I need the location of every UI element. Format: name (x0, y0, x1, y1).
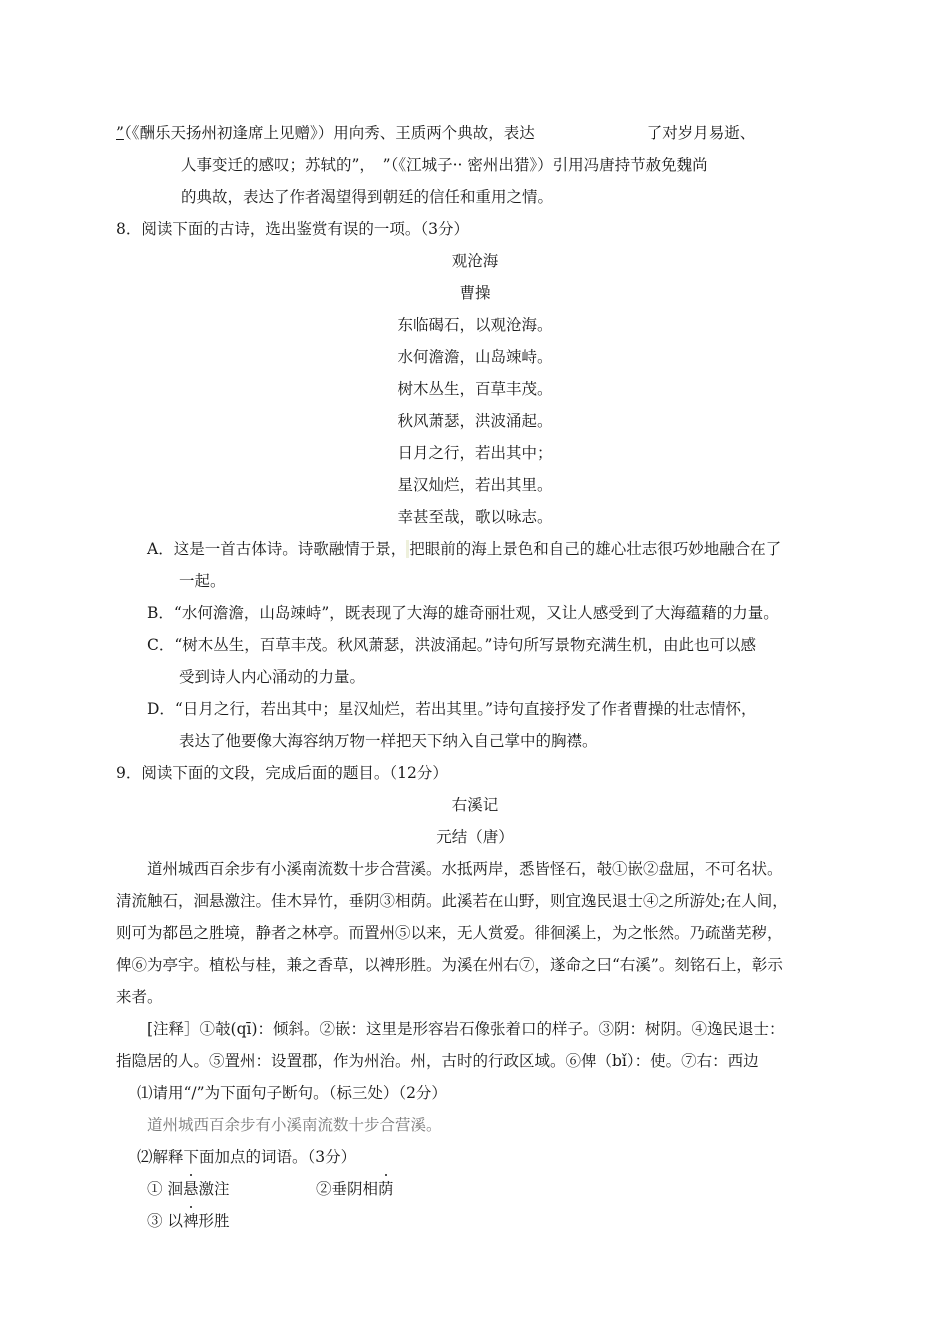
option-a-text-1: A．这是一首古体诗。诗歌融情于景， (147, 540, 407, 558)
sub-question-1-sentence[interactable]: 道州城西百余步有小溪南流数十步合营溪。 (147, 1116, 442, 1134)
vocab-item-3 (147, 1211, 229, 1231)
dotted-char: 荫 (378, 1180, 394, 1198)
vocab-item-2-pre: ②垂阴相 (316, 1180, 379, 1198)
vocab-item-3-post: 形胜 (198, 1212, 230, 1230)
poem-line: 树木丛生，百草丰茂。 (397, 380, 553, 398)
poem-line: 秋风萧瑟，洪波涌起。 (397, 412, 553, 430)
option-a-line2: 一起。 (179, 572, 226, 590)
poem-line: 水何澹澹，山岛竦峙。 (397, 348, 553, 366)
q7-line3: 的典故，表达了作者渴望得到朝廷的信任和重用之情。 (181, 188, 554, 206)
q7-line2: 人事变迁的感叹；苏轼的”， ”（《江城子·· 密州出猎》）引用冯唐持节赦免魏尚 (181, 156, 708, 174)
essay-para-line: 清流触石，洄悬激注。佳木异竹，垂阴③相荫。此溪若在山野，则宜逸民退士④之所游处;在人间， (116, 892, 788, 910)
q7-quote-mark: ” (116, 124, 124, 142)
poem-title: 观沧海 (451, 252, 499, 270)
poem-line: 日月之行，若出其中； (397, 444, 553, 462)
essay-para-line: 道州城西百余步有小溪南流数十步合营溪。水抵两岸，悉皆怪石，攲①嵌②盘屈，不可名状。 (147, 860, 783, 878)
essay-para-line: 来者。 (116, 988, 163, 1006)
vocab-item-1 (147, 1179, 230, 1199)
poem-author: 曹操 (459, 284, 491, 302)
q7-line1-a: （《酬乐天扬州初逢席上见赠》）用向秀、王质两个典故，表达 (123, 124, 535, 142)
vocab-item-1-pre: 洄 (167, 1180, 183, 1198)
q8-stem: 8．阅读下面的古诗，选出鉴赏有误的一项。（3分） (116, 220, 469, 238)
vocab-item-1-post: 激注 (198, 1180, 230, 1198)
dotted-char: 裨 (182, 1212, 199, 1230)
essay-para-line: 则可为都邑之胜境，静者之林亭。而置州⑤以来，无人赏爱。徘徊溪上，为之怅然。乃疏凿芜秽， (116, 924, 783, 942)
essay-para-line: 俾⑥为亭宇。植松与桂，兼之香草，以裨形胜。为溪在州右⑦，遂命之曰“右溪”。刻铭石上，彰示 (116, 956, 783, 974)
option-a-text-2: 把眼前的海上景色和自己的雄心壮志很巧妙地融合在了 (409, 540, 782, 558)
option-b: B．“水何澹澹，山岛竦峙”，既表现了大海的雄奇丽壮观，又让人感受到了大海蕴藉的力量。 (147, 604, 779, 622)
q7-line1 (116, 123, 755, 143)
poem-line: 星汉灿烂，若出其里。 (397, 476, 553, 494)
essay-title: 右溪记 (451, 796, 499, 814)
option-c-line2: 受到诗人内心涌动的力量。 (179, 668, 366, 686)
note-line2: 指隐居的人。⑤置州：设置郡，作为州治。州，古时的行政区域。⑥俾（bǐ）：使。⑦右：西边 (116, 1052, 759, 1070)
poem-line: 幸甚至哉，歌以咏志。 (397, 508, 553, 526)
option-d-line1: D．“日月之行，若出其中；星汉灿烂，若出其里。”诗句直接抒发了作者曹操的壮志情怀， (147, 700, 757, 718)
option-d-line2: 表达了他要像大海容纳万物一样把天下纳入自己掌中的胸襟。 (179, 732, 598, 750)
q9-stem: 9．阅读下面的文段，完成后面的题目。（12分） (116, 764, 448, 782)
note-line1: [注释］①攲(qī)：倾斜。②嵌：这里是形容岩石像张着口的样子。③阴：树阴。④逸民退士： (147, 1020, 785, 1038)
sub-question-2: ⑵解释下面加点的词语。（3分） (137, 1148, 357, 1166)
vocab-item-1-num: ① (147, 1180, 163, 1198)
dotted-char: 悬 (182, 1180, 199, 1198)
option-a-line1 (147, 539, 781, 559)
vocab-item-3-pre: ③ 以 (147, 1212, 183, 1230)
vocab-item-2 (316, 1179, 394, 1199)
sub-question-1: ⑴请用“/”为下面句子断句。（标三处）（2分） (137, 1084, 447, 1102)
option-c-line1: C．“树木丛生，百草丰茂。秋风萧瑟，洪波涌起。”诗句所写景物充满生机，由此也可以感 (147, 636, 756, 654)
poem-line: 东临碣石，以观沧海。 (397, 316, 553, 334)
essay-author: 元结（唐） (436, 828, 514, 846)
q7-line1-b: 了对岁月易逝、 (646, 124, 756, 142)
